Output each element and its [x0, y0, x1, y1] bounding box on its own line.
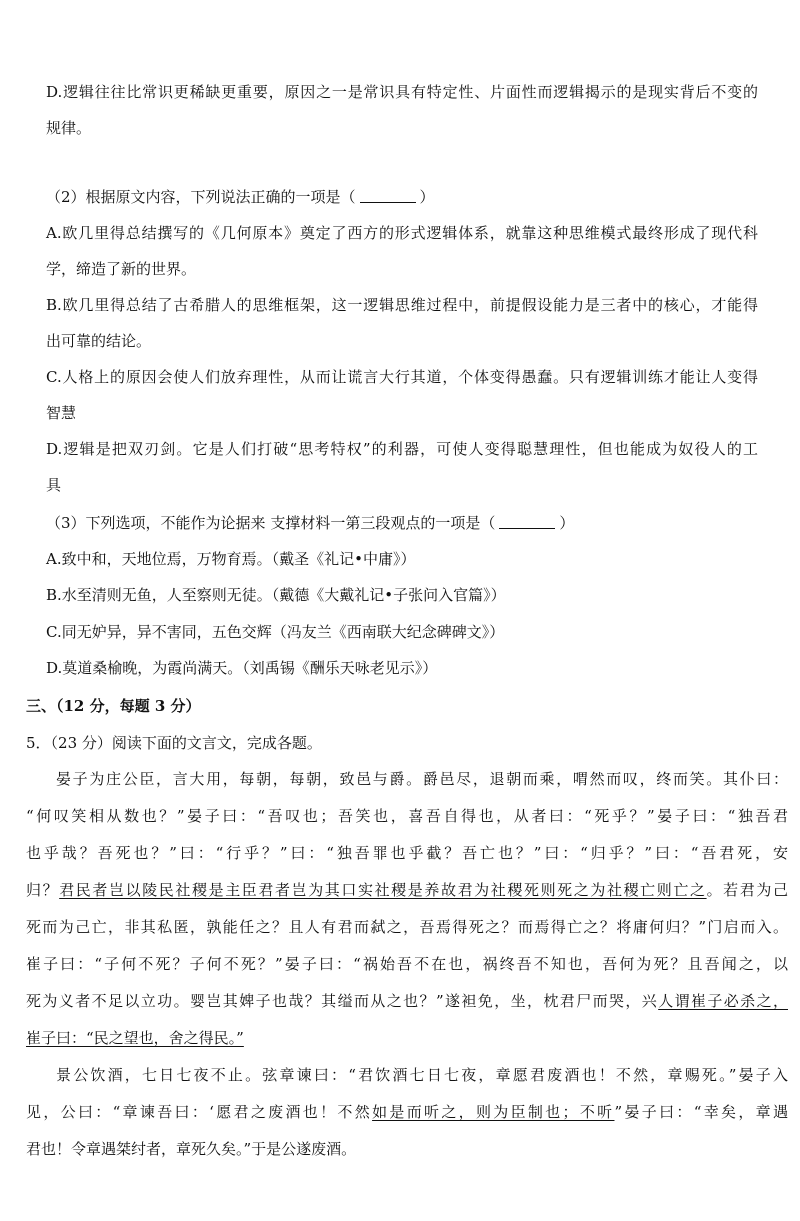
- passage1-line4-start: 归？: [26, 881, 60, 899]
- q3-stem: [46, 512, 574, 534]
- q3-option-c: C.同无妒异，异不害同，五色交辉（冯友兰《西南联大纪念碑碑文》）: [46, 623, 505, 641]
- q2-option-b-line1: B.欧几里得总结了古希腊人的思维框架，这一逻辑思维过程中，前提假设能力是三者中的核心，才能得: [46, 296, 758, 314]
- q3-option-d: D.莫道桑榆晚，为霞尚满天。（刘禹锡《酬乐天咏老见示》）: [46, 659, 438, 677]
- q2-option-a-line1: A.欧几里得总结撰写的《几何原本》奠定了西方的形式逻辑体系，就靠这种思维模式最终形成了现代科: [46, 224, 758, 242]
- answer-blank[interactable]: [499, 514, 555, 529]
- passage1-line7: [26, 990, 788, 1012]
- passage1-line7-start: 死为义者不足以立功。婴岂其婢子也哉？其缢而从之也？”遂袒免，坐，枕君尸而哭，兴: [26, 992, 659, 1010]
- passage1-line5: 死而为己亡，非其私匿，孰能任之？且人有君而弑之，吾焉得死之？而焉得亡之？将庸何归？”门启而入。: [26, 918, 788, 936]
- q3-option-a: A.致中和，天地位焉，万物育焉。（戴圣《礼记•中庸》）: [46, 550, 416, 568]
- underlined-sentence-passage2: 如是而听之，则为臣制也；不听: [372, 1103, 615, 1121]
- passage2-line3: 君也！令章遇桀纣者，章死久矣。”于是公遂废酒。: [26, 1140, 357, 1158]
- q2-option-c-line2: 智慧: [46, 404, 77, 422]
- passage1-line2: “何叹笑相从数也？”晏子曰：“吾叹也；吾笑也，喜吾自得也，从者曰：“死乎？”晏子曰：“独吾君: [26, 807, 788, 825]
- passage1-line4: [26, 879, 788, 901]
- answer-blank[interactable]: [360, 188, 416, 203]
- q3-option-b: B.水至清则无鱼，人至察则无徒。（戴德《大戴礼记•子张问入官篇》）: [46, 586, 506, 604]
- passage2-line2-start: 见，公曰：“章谏吾曰：‘愿君之废酒也！不然: [26, 1103, 373, 1121]
- passage1-line6: 崔子曰：“子何不死？子何不死？”晏子曰：“祸始吾不在也，祸终吾不知也，吾何为死？且吾闻之，以: [26, 955, 788, 973]
- q1-option-d-line2: 规律。: [46, 119, 92, 137]
- underlined-sentence-translate-cont: 崔子曰：“民之望也，舍之得民。”: [26, 1029, 244, 1047]
- passage2-line1: 景公饮酒，七日七夜不止。弦章谏曰：“君饮酒七日七夜，章愿君废酒也！不然，章赐死。”晏子入: [56, 1066, 788, 1084]
- underlined-sentence-translate: 人谓崔子必杀之，: [658, 992, 788, 1010]
- q3-stem-text: （3）下列选项，不能作为论据来 支撑材料一第三段观点的一项是（: [46, 514, 496, 532]
- q2-stem-close: ）: [419, 188, 435, 206]
- q2-option-d-line1: D.逻辑是把双刃剑。它是人们打破“思考特权”的利器，可使人变得聪慧理性，但也能成为奴役人的工: [46, 440, 758, 458]
- passage2-line2-end: ”晏子曰：“幸矣，章遇: [614, 1103, 788, 1121]
- passage2-line2: [26, 1101, 788, 1123]
- q2-option-c-line1: C.人格上的原因会使人们放弃理性，从而让谎言大行其道，个体变得愚蠢。只有逻辑训练才能让人变得: [46, 368, 758, 386]
- underlined-sentence-punctuation: 君民者岂以陵民社稷是主臣君者岂为其口实社稷是养故君为社稷死则死之为社稷亡则亡之: [59, 881, 707, 899]
- q2-option-d-line2: 具: [46, 476, 62, 494]
- question-5-stem: 5．（23 分）阅读下面的文言文，完成各题。: [26, 734, 322, 752]
- passage1-line8: [26, 1027, 244, 1049]
- passage1-line3: 也乎哉？吾死也？”曰：“行乎？”曰：“独吾罪也乎截？吾亡也？”曰：“归乎？”曰：“吾君死，安: [26, 844, 788, 862]
- q2-stem: [46, 186, 435, 208]
- q2-option-a-line2: 学，缔造了新的世界。: [46, 260, 197, 278]
- section-heading: 三、（12 分，每题 3 分）: [26, 697, 201, 715]
- q2-option-b-line2: 出可靠的结论。: [46, 332, 152, 350]
- passage1-line1: 晏子为庄公臣，言大用，每朝，每朝，致邑与爵。爵邑尽，退朝而乘，喟然而叹，终而笑。其仆曰：: [56, 770, 788, 788]
- q3-stem-close: ）: [559, 514, 575, 532]
- q1-option-d-line1: D.逻辑往往比常识更稀缺更重要，原因之一是常识具有特定性、片面性而逻辑揭示的是现实背后不变的: [46, 83, 758, 101]
- passage1-line4-end: 。若君为己: [706, 881, 788, 899]
- q2-stem-text: （2）根据原文内容，下列说法正确的一项是（: [46, 188, 356, 206]
